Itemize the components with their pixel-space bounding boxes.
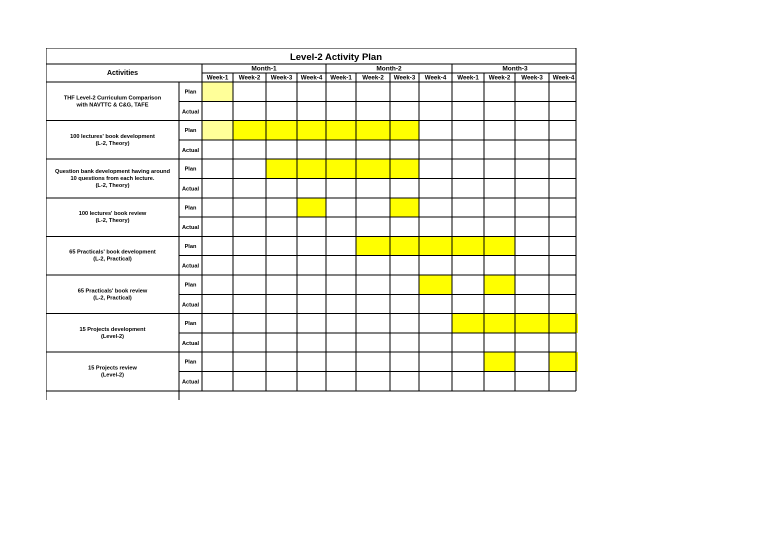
plan-highlight-cell bbox=[390, 236, 419, 255]
activity-label: THF Level-2 Curriculum Comparison bbox=[63, 95, 162, 102]
activity-label: (L-2, Theory) bbox=[95, 218, 130, 225]
plan-highlight-cell bbox=[484, 275, 515, 294]
actual-label: Actual bbox=[181, 302, 200, 309]
activity-label: with NAVTTC & C&G, TAFE bbox=[76, 102, 149, 109]
week-header: Week-1 bbox=[457, 74, 479, 82]
week-header: Week-2 bbox=[362, 74, 384, 82]
actual-label: Actual bbox=[181, 147, 200, 154]
activity-label: 15 Projects review bbox=[88, 365, 137, 372]
actual-label: Actual bbox=[181, 340, 200, 347]
actual-label: Actual bbox=[181, 263, 200, 270]
plan-label: Plan bbox=[184, 321, 197, 328]
plan-highlight-cell bbox=[484, 236, 515, 255]
week-header: Week-1 bbox=[206, 74, 229, 82]
week-header: Week-4 bbox=[424, 74, 447, 82]
activity-label: 100 lectures' book review bbox=[78, 211, 147, 218]
plan-highlight-cell bbox=[202, 121, 233, 140]
plan-highlight-cell bbox=[202, 82, 233, 101]
plan-highlight-cell bbox=[419, 236, 452, 255]
plan-highlight-cell bbox=[233, 121, 266, 140]
plan-highlight-cell bbox=[390, 198, 419, 217]
week-header: Week-4 bbox=[552, 74, 575, 82]
actual-label: Actual bbox=[181, 109, 200, 116]
plan-highlight-cell bbox=[390, 159, 419, 178]
actual-label: Actual bbox=[181, 186, 200, 193]
activity-label: (L-2, Theory) bbox=[95, 140, 130, 147]
plan-highlight-cell bbox=[515, 314, 549, 333]
plan-highlight-cell bbox=[390, 121, 419, 140]
plan-highlight-cell bbox=[297, 121, 326, 140]
activity-label: 65 Practicals' book review bbox=[77, 288, 148, 295]
activity-plan-sheet bbox=[46, 48, 578, 400]
plan-highlight-cell bbox=[356, 159, 390, 178]
month-header: Month-1 bbox=[251, 65, 277, 73]
plan-label: Plan bbox=[184, 166, 197, 173]
activity-label: (L-2, Practical) bbox=[93, 295, 132, 302]
week-header: Week-3 bbox=[521, 74, 543, 82]
plan-highlight-cell bbox=[297, 159, 326, 178]
plan-highlight-cell bbox=[326, 159, 356, 178]
plan-highlight-cell bbox=[484, 352, 515, 371]
actual-label: Actual bbox=[181, 379, 200, 386]
activity-label: 15 Projects development bbox=[79, 326, 146, 333]
week-header: Week-3 bbox=[393, 74, 416, 82]
plan-label: Plan bbox=[184, 89, 197, 96]
activities-header: Activities bbox=[106, 70, 139, 77]
activity-label: (L-2, Theory) bbox=[95, 183, 130, 189]
activity-label: 100 lectures' book development bbox=[70, 133, 155, 140]
week-header: Week-1 bbox=[330, 74, 352, 82]
plan-highlight-cell bbox=[419, 275, 452, 294]
plan-highlight-cell bbox=[297, 198, 326, 217]
activity-label: (Level-2) bbox=[100, 372, 125, 379]
plan-label: Plan bbox=[184, 128, 197, 135]
activity-label: (Level-2) bbox=[100, 333, 125, 340]
page-title: Level-2 Activity Plan bbox=[289, 52, 383, 63]
plan-highlight-cell bbox=[549, 314, 578, 333]
plan-label: Plan bbox=[184, 243, 197, 250]
plan-highlight-cell bbox=[452, 236, 484, 255]
month-header: Month-3 bbox=[502, 65, 528, 73]
plan-highlight-cell bbox=[452, 314, 484, 333]
week-header: Week-2 bbox=[488, 74, 511, 82]
plan-highlight-cell bbox=[266, 159, 297, 178]
plan-label: Plan bbox=[184, 282, 197, 289]
plan-label: Plan bbox=[184, 205, 197, 212]
week-header: Week-3 bbox=[270, 74, 293, 82]
activity-label: 10 questions from each lecture. bbox=[70, 176, 155, 182]
plan-highlight-cell bbox=[549, 352, 578, 371]
week-header: Week-4 bbox=[300, 74, 323, 82]
plan-highlight-cell bbox=[484, 314, 515, 333]
plan-highlight-cell bbox=[356, 236, 390, 255]
actual-label: Actual bbox=[181, 225, 200, 232]
week-header: Week-2 bbox=[238, 74, 261, 82]
month-header: Month-2 bbox=[376, 65, 402, 73]
plan-label: Plan bbox=[184, 359, 197, 366]
activity-label: (L-2, Practical) bbox=[93, 256, 132, 263]
activity-label: Question bank development having around bbox=[55, 169, 170, 175]
activity-label: 65 Practicals' book development bbox=[69, 249, 156, 256]
plan-highlight-cell bbox=[356, 121, 390, 140]
activity-plan-grid bbox=[46, 48, 578, 400]
plan-highlight-cell bbox=[266, 121, 297, 140]
plan-highlight-cell bbox=[326, 121, 356, 140]
